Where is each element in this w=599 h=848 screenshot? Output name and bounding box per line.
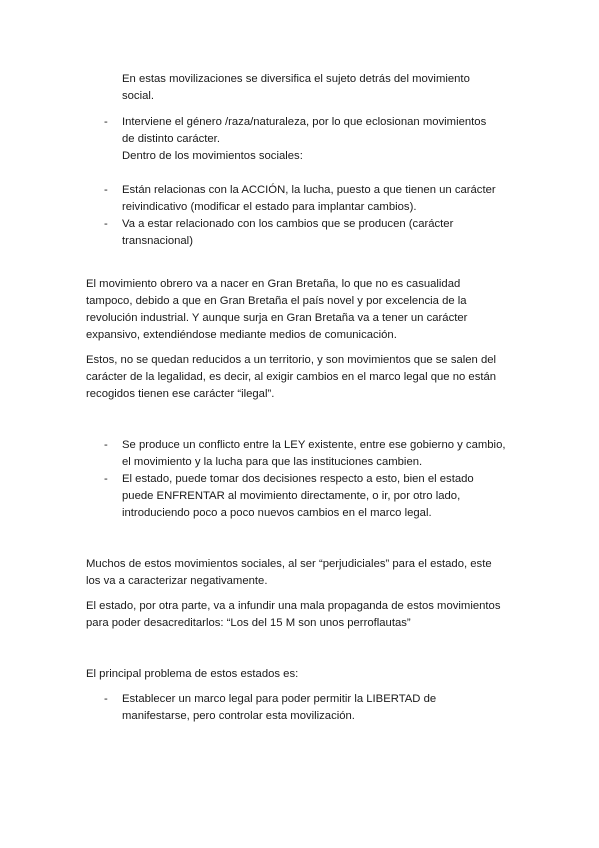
list-item-line: de distinto carácter.	[122, 133, 220, 145]
list-item-line: Están relacionas con la ACCIÓN, la lucha, puesto a que tienen un carácter	[122, 184, 496, 196]
paragraph-line: El movimiento obrero va a nacer en Gran Bretaña, lo que no es casualidad	[86, 278, 461, 290]
list-item-line: Establecer un marco legal para poder permitir la LIBERTAD de	[122, 693, 437, 705]
list-item-line: Se produce un conflicto entre la LEY existente, entre ese gobierno y cambio,	[122, 439, 506, 451]
list-bullet: -	[104, 439, 108, 451]
list-bullet: -	[104, 473, 108, 485]
intro-line-2: social.	[122, 90, 155, 102]
list-item-line: reivindicativo (modificar el estado para implantar cambios).	[122, 201, 417, 213]
list-bullet: -	[104, 218, 108, 230]
paragraph-line: Estos, no se quedan reducidos a un territorio, y son movimientos que se salen del	[86, 354, 497, 366]
paragraph-line: los va a caracterizar negativamente.	[86, 575, 268, 587]
list-bullet: -	[104, 116, 108, 128]
list-item-line: Dentro de los movimientos sociales:	[122, 150, 303, 162]
paragraph-line: carácter de la legalidad, es decir, al exigir cambios en el marco legal que no están	[86, 371, 497, 383]
list-item-line: manifestarse, pero controlar esta movilización.	[122, 710, 355, 722]
list-item-line: introduciendo poco a poco nuevos cambios en el marco legal.	[122, 507, 432, 519]
list-item-line: Va a estar relacionado con los cambios que se producen (carácter	[122, 218, 454, 230]
intro-line-1: En estas movilizaciones se diversifica el sujeto detrás del movimiento	[122, 73, 470, 85]
list-item-line: Interviene el género /raza/naturaleza, por lo que eclosionan movimientos	[122, 116, 487, 128]
list-item-line: puede ENFRENTAR al movimiento directamente, o ir, por otro lado,	[122, 490, 461, 502]
list-item-line: El estado, puede tomar dos decisiones respecto a esto, bien el estado	[122, 473, 474, 485]
paragraph-line: tampoco, debido a que en Gran Bretaña el país novel y por excelencia de la	[86, 295, 467, 307]
paragraph-line: El principal problema de estos estados es:	[86, 668, 299, 680]
list-bullet: -	[104, 184, 108, 196]
paragraph-line: para poder desacreditarlos: “Los del 15 M son unos perroflautas”	[86, 617, 411, 629]
list-bullet: -	[104, 693, 108, 705]
list-item-line: transnacional)	[122, 235, 193, 247]
paragraph-line: revolución industrial. Y aunque surja en Gran Bretaña va a tener un carácter	[86, 312, 468, 324]
paragraph-line: El estado, por otra parte, va a infundir una mala propaganda de estos movimientos	[86, 600, 501, 612]
list-item-line: el movimiento y la lucha para que las instituciones cambien.	[122, 456, 423, 468]
paragraph-line: recogidos tienen ese carácter “ilegal”.	[86, 388, 275, 400]
paragraph-line: Muchos de estos movimientos sociales, al ser “perjudiciales” para el estado, este	[86, 558, 492, 570]
paragraph-line: expansivo, extendiéndose mediante medios de comunicación.	[86, 329, 397, 341]
